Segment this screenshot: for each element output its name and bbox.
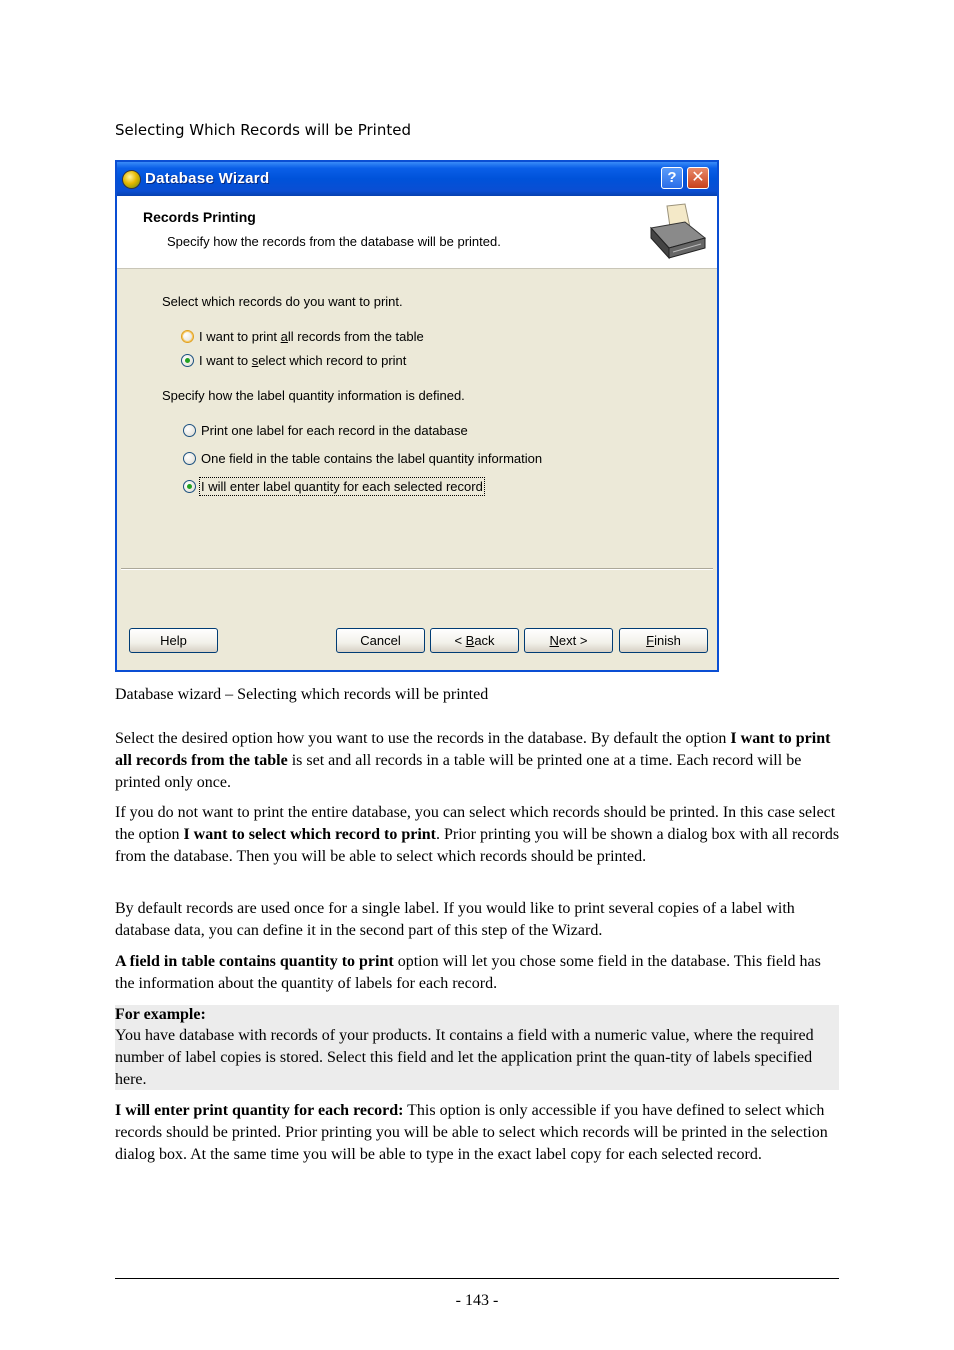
example-title: For example:: [115, 1006, 206, 1023]
radio-indicator[interactable]: [183, 480, 196, 493]
radio-label: Print one label for each record in the database: [201, 423, 468, 438]
page-number: - 143 -: [455, 1292, 499, 1309]
radio-label: I want to print all records from the table: [199, 329, 424, 344]
radio-label: I will enter label quantity for each selected record: [201, 479, 483, 494]
help-icon[interactable]: ?: [661, 167, 683, 189]
paragraph-select-records: If you do not want to print the entire database, you can select which records should be printed. In this case select the option I want to select which record to print. Prior printing you will be shown a dialog box with all records from the database. Then you will be able to select which records should be printed.: [115, 804, 840, 865]
radio-select-records[interactable]: [181, 353, 406, 368]
paragraph-enter-quantity: I will enter print quantity for each record: This option is only accessible if you have defined to select which records should be printed. Prior printing you will be able to select which records will be printed in the selection dialog box. At the same time you will be able to type in the exact label copy for each selected record.: [115, 1102, 828, 1163]
wizard-header: [117, 196, 717, 269]
section-heading: Selecting Which Records will be Printed: [115, 121, 411, 139]
figure-caption: Database wizard – Selecting which records will be printed: [115, 686, 489, 703]
title-bar[interactable]: [117, 162, 717, 196]
database-wizard-dialog: [115, 160, 719, 672]
radio-print-all-records[interactable]: [181, 329, 424, 344]
radio-indicator[interactable]: [181, 354, 194, 367]
printer-icon: [645, 202, 709, 264]
radio-indicator[interactable]: [183, 424, 196, 437]
header-title: Records Printing: [143, 209, 256, 225]
footer-rule: [115, 1278, 839, 1279]
close-icon[interactable]: ✕: [687, 167, 709, 189]
radio-label: I want to select which record to print: [199, 353, 407, 368]
radio-quantity-field[interactable]: [183, 451, 542, 466]
paragraph-copies: By default records are used once for a single label. If you would like to print several copies of a label with database data, you can define it in the second part of this step of the Wizard.: [115, 900, 795, 939]
app-icon: [122, 170, 141, 189]
radio-one-label-per-record[interactable]: [183, 423, 468, 438]
next-button[interactable]: Next >: [524, 628, 613, 653]
help-button[interactable]: Help: [129, 628, 218, 653]
separator: [121, 568, 713, 570]
radio-label: One field in the table contains the label quantity information: [201, 451, 543, 466]
header-subtitle: Specify how the records from the database will be printed.: [167, 234, 501, 249]
quantity-question: Specify how the label quantity information is defined.: [162, 388, 465, 403]
back-button[interactable]: < Back: [430, 628, 519, 653]
radio-enter-quantity[interactable]: [183, 479, 483, 494]
cancel-button[interactable]: Cancel: [336, 628, 425, 653]
paragraph-quantity-field: A field in table contains quantity to print option will let you chose some field in the database. This field has the information about the quantity of labels for each record.: [115, 953, 821, 992]
records-question: Select which records do you want to print.: [162, 294, 403, 309]
paragraph-default-option: Select the desired option how you want to use the records in the database. By default the option I want to print all records from the table is set and all records in a table will be printed one at a time. Each record will be printed only once.: [115, 730, 831, 791]
radio-indicator[interactable]: [183, 452, 196, 465]
finish-button[interactable]: Finish: [619, 628, 708, 653]
example-text: You have database with records of your products. It contains a field with a numeric value, where the required number of label copies is stored. Select this field and let the application print the quan-tity of labels specified here.: [115, 1027, 814, 1088]
dialog-title: Database Wizard: [145, 170, 270, 187]
radio-indicator[interactable]: [181, 330, 194, 343]
